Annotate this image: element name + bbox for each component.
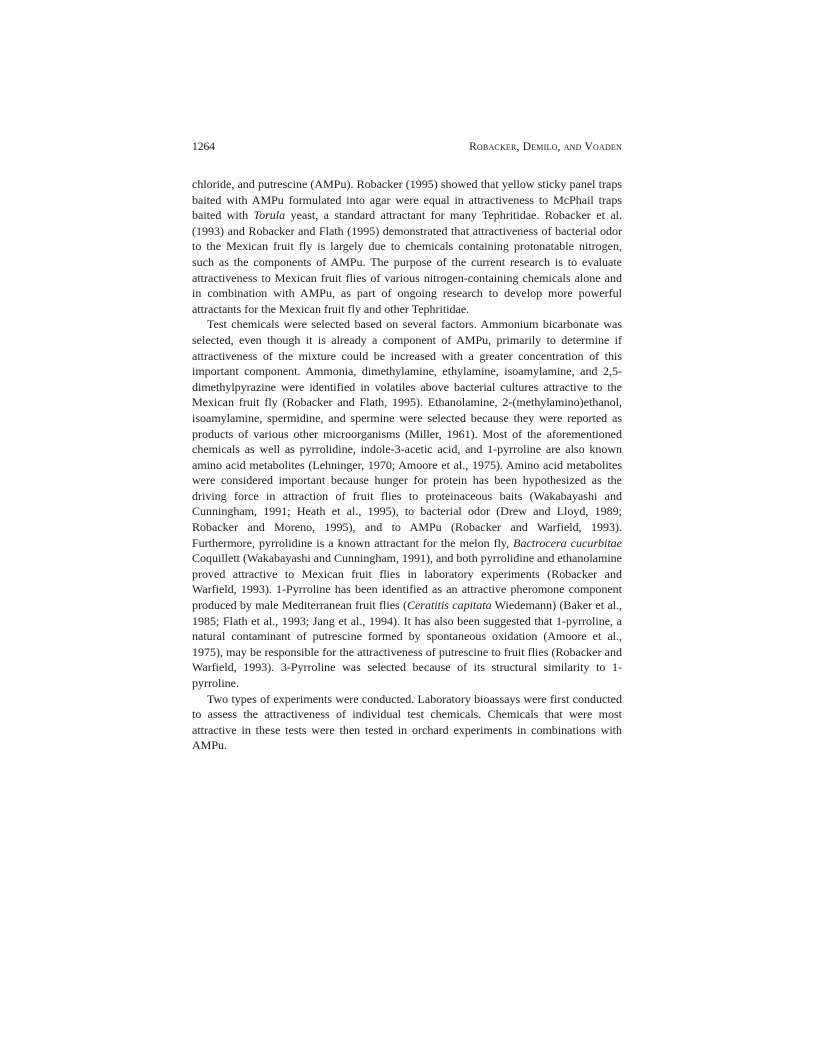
page-number: 1264 [192,141,215,153]
page-header [192,141,622,159]
paragraph: Test chemicals were selected based on several factors. Ammonium bicarbonate was selected, even though it is already a component of AMPu, primarily to determine if attractiveness of the mixture could be increased with a greater concentration of this important component. Ammonia, dimethylamine, ethylamine, isoamylamine, and 2,5-dimethylpyrazine were identified in volatiles above bacterial cultures attractive to the Mexican fruit fly (Robacker and Flath, 1995). Ethanolamine, 2-(methylamino)ethanol, isoamylamine, spermidine, and spermine were selected because they were reported as products of various other microorganisms (Miller, 1961). Most of the aforementioned chemicals as well as pyrrolidine, indole-3-acetic acid, and 1-pyrroline are also known amino acid metabolites (Lehninger, 1970; Amoore et al., 1975). Amino acid metabolites were considered important because hunger for protein has been hypothesized as the driving force in attraction of fruit flies to proteinaceous baits (Wakabayashi and Cunningham, 1991; Heath et al., 1995), to bacterial odor (Drew and Lloyd, 1989; Robacker and Moreno, 1995), and to AMPu (Robacker and Warfield, 1993). Furthermore, pyrrolidine is a known attractant for the melon fly, Bactrocera cucurbitae Coquillett (Wakabayashi and Cunningham, 1991), and both pyrrolidine and ethanolamine proved attractive to Mexican fruit flies in laboratory experiments (Robacker and Warfield, 1993). 1-Pyrroline has been identified as an attractive pheromone component produced by male Mediterranean fruit flies (Ceratitis capitata Wiedemann) (Baker et al., 1985; Flath et al., 1993; Jang et al., 1994). It has also been suggested that 1-pyrroline, a natural contaminant of putrescine formed by spontaneous oxidation (Amoore et al., 1975), may be responsible for the attractiveness of putrescine to fruit flies (Robacker and Warfield, 1993). 3-Pyrroline was selected because of its structural similarity to 1-pyrroline. [192,317,622,690]
paragraph: chloride, and putrescine (AMPu). Robacker (1995) showed that yellow sticky panel traps baited with AMPu formulated into agar were equal in attractiveness to McPhail traps baited with Torula yeast, a standard attractant for many Tephritidae. Robacker et al. (1993) and Robacker and Flath (1995) demonstrated that attractiveness of bacterial odor to the Mexican fruit fly is largely due to chemicals containing protonatable nitrogen, such as the components of AMPu. The purpose of the current research is to evaluate attractiveness to Mexican fruit flies of various nitrogen-containing chemicals alone and in combination with AMPu, as part of ongoing research to develop more powerful attractants for the Mexican fruit fly and other Tephritidae. [192,177,623,316]
running-head: Robacker, Demilo, and Voaden [469,141,622,153]
body-text [192,177,622,754]
paragraph: Two types of experiments were conducted. Laboratory bioassays were first conducted to assess the attractiveness of individual test chemicals. Chemicals that were most attractive in these tests were then tested in orchard experiments in combinations with AMPu. [192,691,622,753]
